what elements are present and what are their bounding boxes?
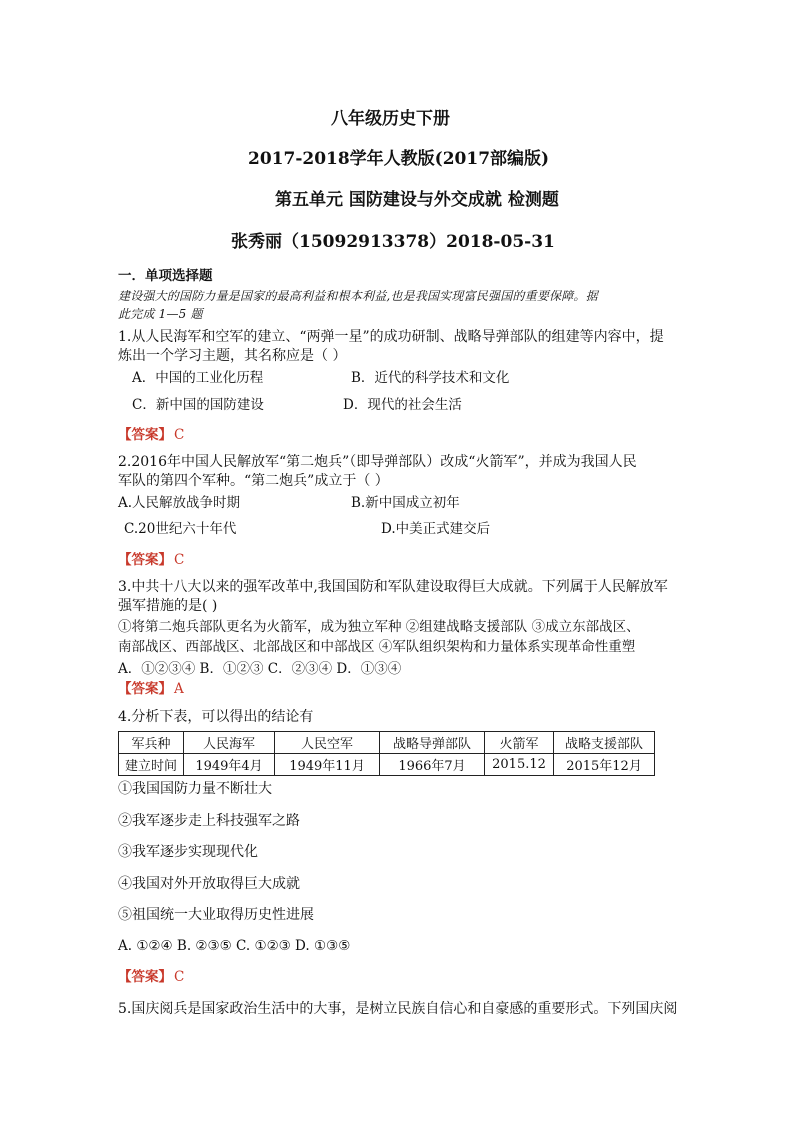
grade-title: 八年级历史下册 (331, 109, 450, 129)
q4-stem: 4.分析下表，可以得出的结论有 (118, 709, 314, 725)
answer-letter: A (174, 681, 184, 697)
author-line: 张秀丽（15092913378）2018-05-31 (231, 232, 555, 252)
q4-item: ②我军逐步走上科技强军之路 (118, 813, 300, 829)
q1-answer (118, 425, 184, 445)
q4-answer (118, 967, 184, 987)
section-heading: 一．单项选择题 (118, 268, 213, 284)
answer-letter: C (174, 552, 185, 568)
q2-option-c: C.20世纪六十年代 (124, 521, 237, 537)
q3-items-line1: ①将第二炮兵部队更名为火箭军，成为独立军种 ②组建战略支援部队 ③成立东部战区、 (118, 619, 640, 635)
table-cell: 2015年12月 (554, 754, 655, 776)
table-cell: 1949年11月 (275, 754, 380, 776)
answer-label: 【答案】 (118, 681, 172, 697)
section-intro-line1: 建设强大的国防力量是国家的最高利益和根本利益,也是我国实现富民强国的重要保障。据 (118, 289, 598, 303)
q4-item: ③我军逐步实现现代化 (118, 844, 258, 860)
q2-option-b: B.新中国成立初年 (351, 495, 460, 511)
answer-letter: C (174, 969, 185, 985)
answer-label: 【答案】 (118, 427, 172, 443)
q4-item: ①我国国防力量不断壮大 (118, 781, 272, 797)
table-header-row (119, 732, 655, 754)
unit-title: 第五单元 国防建设与外交成就 检测题 (275, 190, 559, 210)
table-header-cell: 人民海军 (184, 732, 275, 754)
q1-option-a: A．中国的工业化历程 (132, 370, 264, 386)
table-header-cell: 军兵种 (119, 732, 184, 754)
q3-items-line2: 南部战区、西部战区、北部战区和中部战区 ④军队组织架构和力量体系实现革命性重塑 (118, 639, 636, 655)
q1-stem-line1: 1.从人民海军和空军的建立、“两弹一星”的成功研制、战略导弹部队的组建等内容中，提 (118, 329, 664, 345)
section-intro-line2: 此完成 1—5 题 (118, 307, 203, 321)
q4-item: ⑤祖国统一大业取得历史性进展 (118, 907, 314, 923)
answer-letter: C (174, 427, 185, 443)
q2-option-d: D.中美正式建交后 (381, 521, 491, 537)
q4-options: A. ①②④ B. ②③⑤ C. ①②③ D. ①③⑤ (118, 938, 351, 954)
table-cell: 建立时间 (119, 754, 184, 776)
q3-answer (118, 679, 184, 699)
edition-title: 2017-2018学年人教版(2017部编版) (248, 149, 550, 169)
q1-stem-line2: 炼出一个学习主题，其名称应是（ ） (118, 348, 347, 364)
table-header-cell: 战略导弹部队 (380, 732, 485, 754)
answer-label: 【答案】 (118, 552, 172, 568)
table-cell: 1949年4月 (184, 754, 275, 776)
q1-option-c: C．新中国的国防建设 (132, 397, 264, 413)
establishment-table (118, 731, 655, 776)
q3-stem-line2: 强军措施的是( ) (118, 598, 218, 614)
table-header-cell: 战略支援部队 (554, 732, 655, 754)
answer-label: 【答案】 (118, 969, 172, 985)
q5-stem-line1: 5.国庆阅兵是国家政治生活中的大事，是树立民族自信心和自豪感的重要形式。下列国庆阅 (118, 1001, 678, 1017)
q2-stem-line2: 军队的第四个军种。“第二炮兵”成立于（ ） (118, 473, 389, 489)
table-cell: 2015.12 (485, 754, 554, 776)
q4-item: ④我国对外开放取得巨大成就 (118, 876, 300, 892)
q1-option-d: D．现代的社会生活 (343, 397, 462, 413)
q1-option-b: B．近代的科学技术和文化 (351, 370, 510, 386)
table-row (119, 754, 655, 776)
q2-answer (118, 550, 184, 570)
table-header-cell: 人民空军 (275, 732, 380, 754)
table-header-cell: 火箭军 (485, 732, 554, 754)
table-cell: 1966年7月 (380, 754, 485, 776)
q3-stem-line1: 3.中共十八大以来的强军改革中,我国国防和军队建设取得巨大成就。下列属于人民解放军 (118, 579, 668, 595)
q2-option-a: A.人民解放战争时期 (118, 495, 241, 511)
q2-stem-line1: 2.2016年中国人民解放军“第二炮兵”（即导弹部队）改成“火箭军”，并成为我国人民 (118, 454, 637, 470)
q3-options: A．①②③④ B．①②③ C．②③④ D．①③④ (118, 661, 402, 677)
